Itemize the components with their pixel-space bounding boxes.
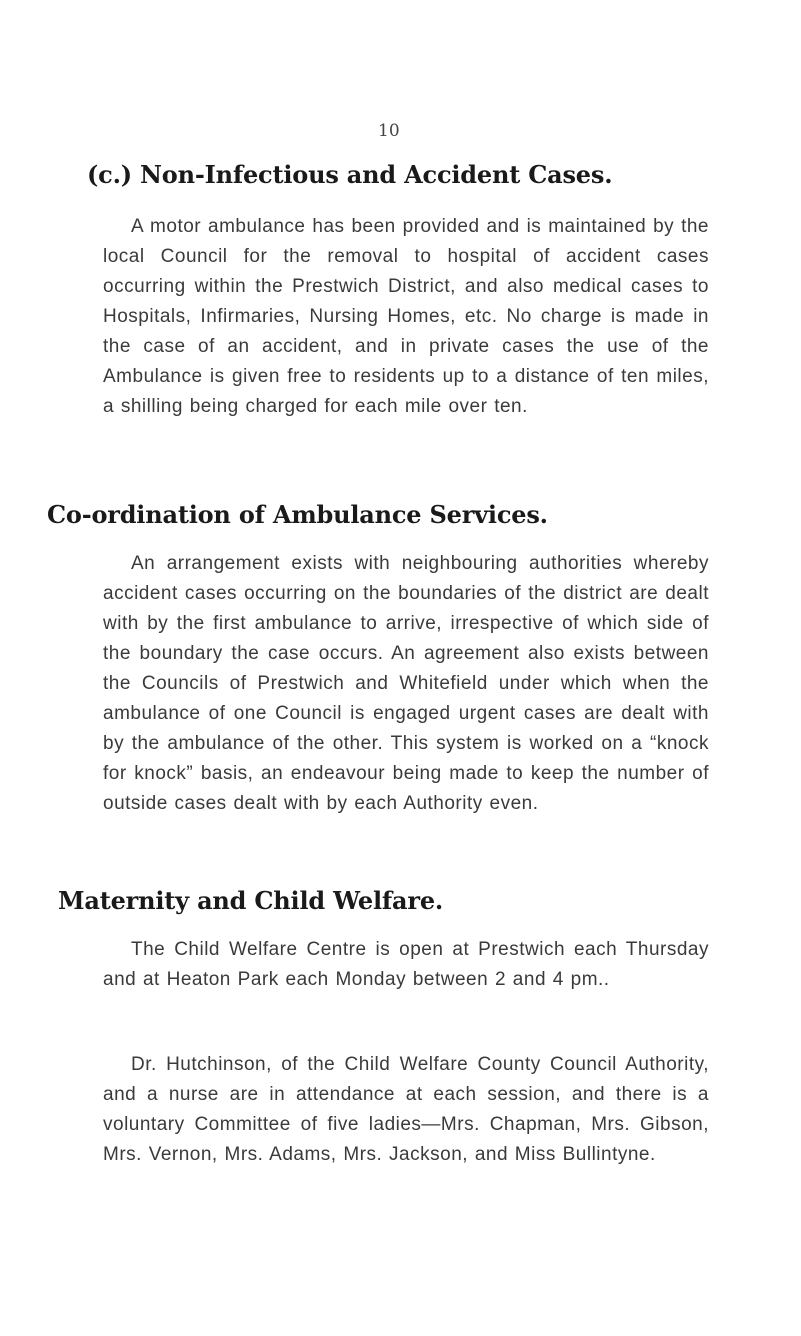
heading-coordination: Co-ordination of Ambulance Services.: [47, 500, 548, 529]
page-number: 10: [378, 121, 400, 141]
paragraph-coordination: An arrangement exists with neighbouring authorities whereby accident cases occurring on the boundaries of the district are dealt with by the first ambulance to arrive, irrespective of which side of the boundary the case occurs. An agreement also exists between the Councils of Prestwich and Whitefield under which when the ambulance of one Council is engaged urgent cases are dealt with by the ambulance of the other. This system is worked on a “knock for knock” basis, an endeavour being made to keep the number of outside cases dealt with by each Authority even.: [103, 553, 709, 814]
paragraph-non-infectious: A motor ambulance has been provided and is maintained by the local Council for the removal to hospital of accident cases occurring within the Prestwich District, and also medical cases to Hospitals, Infirmaries, Nursing Homes, etc. No charge is made in the case of an accident, and in private cases the use of the Ambulance is given free to residents up to a distance of ten miles, a shilling being charged for each mile over ten.: [103, 216, 709, 417]
paragraph-maternity-2: Dr. Hutchinson, of the Child Welfare County Council Authority, and a nurse are in attendance at each session, and there is a voluntary Committee of five ladies—Mrs. Chapman, Mrs. Gibson, Mrs. Vernon, Mrs. Adams, Mrs. Jackson, and Miss Bullintyne.: [103, 1054, 709, 1165]
paragraph-maternity-1: The Child Welfare Centre is open at Prestwich each Thursday and at Heaton Park each Monday between 2 and 4 pm..: [103, 939, 709, 990]
heading-maternity: Maternity and Child Welfare.: [58, 886, 444, 915]
heading-non-infectious: (c.) Non-Infectious and Accident Cases.: [87, 160, 613, 189]
